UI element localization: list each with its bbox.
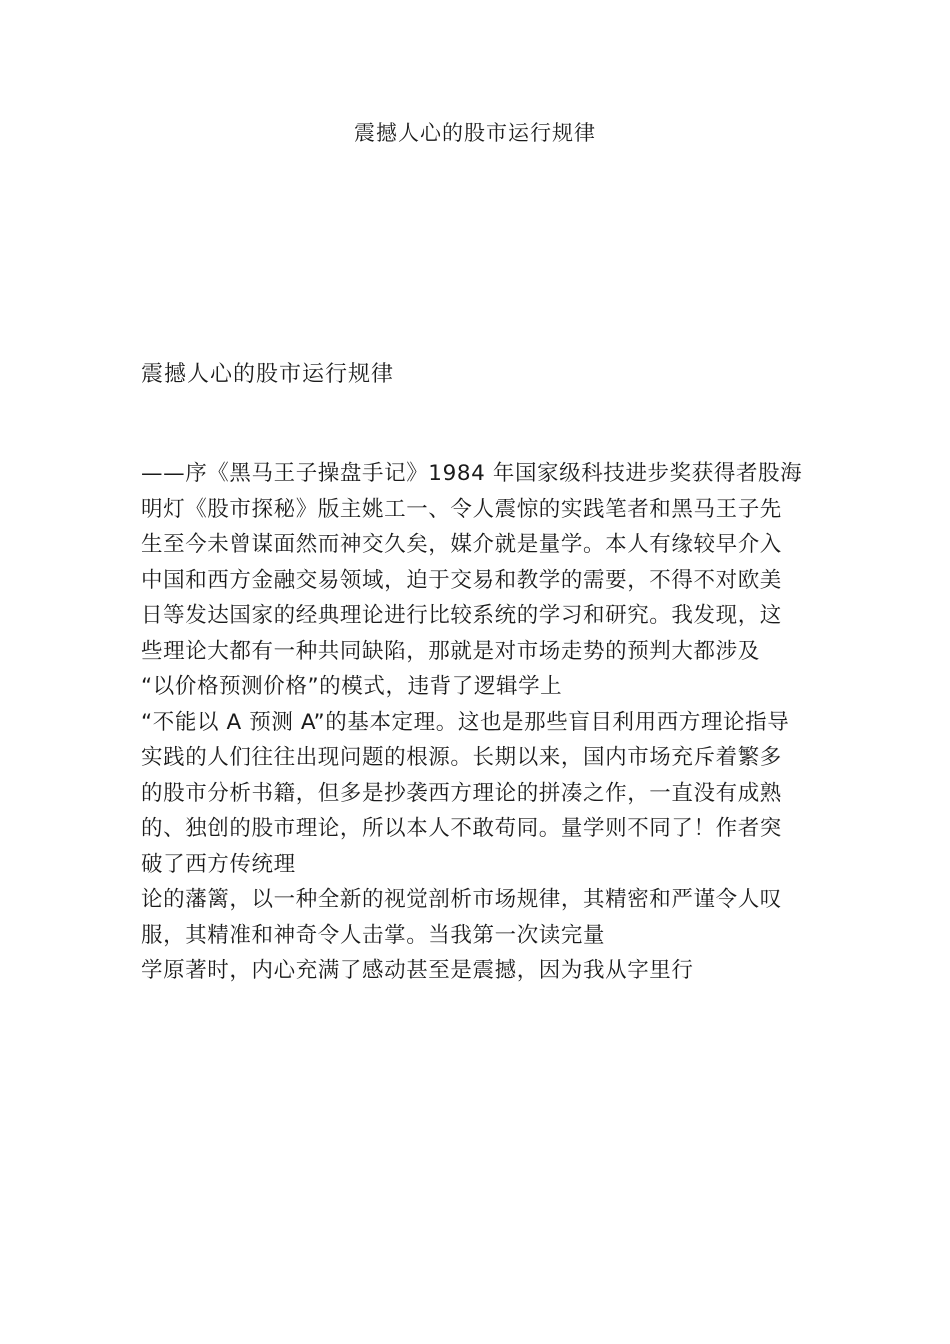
text-line: 些理论大都有一种共同缺陷，那就是对市场走势的预判大都涉及 (141, 638, 760, 664)
text-line: ——序《黑马王子操盘手记》1984 年国家级科技进步奖获得者股海 (141, 461, 803, 486)
text-line: 的股市分析书籍，但多是抄袭西方理论的拼凑之作，一直没有成熟 (141, 780, 782, 806)
text-line: 破了西方传统理 (141, 851, 296, 877)
text-line: 论的藩篱，以一种全新的视觉剖析市场规律，其精密和严谨令人叹 (141, 887, 782, 912)
text-line: 明灯《股市探秘》版主姚工一、令人震惊的实践笔者和黑马王子先 (141, 496, 782, 522)
text-line: 生至今未曾谋面然而神交久矣，媒介就是量学。本人有缘较早介入 (141, 532, 782, 557)
section-heading: 震撼人心的股市运行规律 (141, 362, 395, 387)
text-line: 学原著时，内心充满了感动甚至是震撼，因为我从字里行 (141, 958, 694, 983)
text-line: 日等发达国家的经典理论进行比较系统的学习和研究。我发现，这 (141, 603, 782, 628)
body-paragraph (141, 456, 811, 989)
text-line: “以价格预测价格”的模式，违背了逻辑学上 (141, 674, 563, 699)
page-title: 震撼人心的股市运行规律 (354, 121, 596, 145)
text-line: “不能以 A 预测 A”的基本定理。这也是那些盲目利用西方理论指导 (141, 709, 790, 735)
text-line: 的、独创的股市理论，所以本人不敢苟同。量学则不同了！作者突 (141, 816, 782, 841)
text-line: 中国和西方金融交易领域，迫于交易和教学的需要，不得不对欧美 (141, 567, 782, 593)
text-line: 服，其精准和神奇令人击掌。当我第一次读完量 (141, 922, 606, 948)
text-line: 实践的人们往往出现问题的根源。长期以来，国内市场充斥着繁多 (141, 745, 782, 770)
